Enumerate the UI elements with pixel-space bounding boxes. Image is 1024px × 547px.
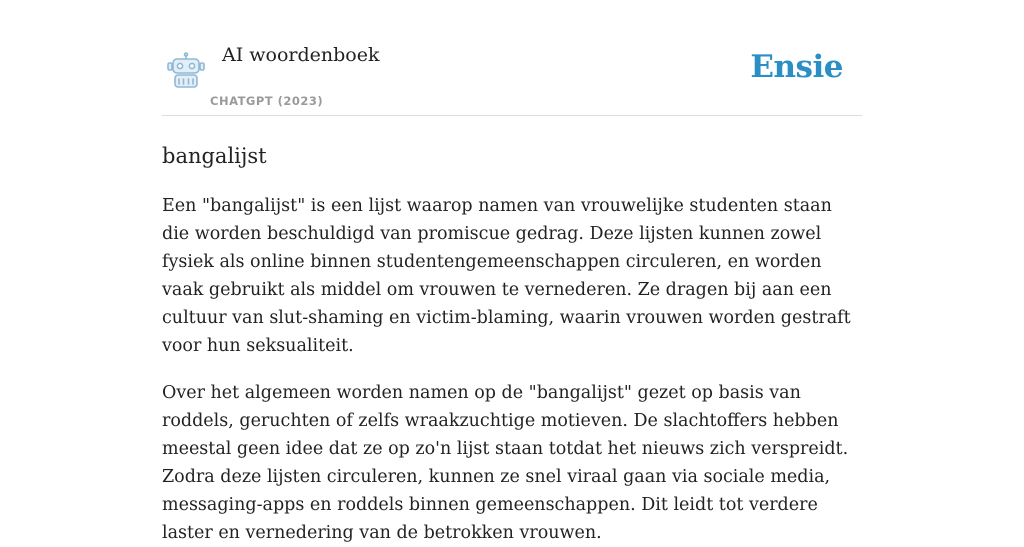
brand-logo-link[interactable]: Ensie xyxy=(750,49,843,85)
entry-term: bangalijst xyxy=(162,144,267,168)
definition-paragraph: Over het algemeen worden namen op de "bangalijst" gezet op basis van roddels, geruchten of zelfs wraakzuchtige motieven. De slachtoffers hebben meestal geen idee dat ze op zo'n lijst staan totdat het nieuws zich verspreidt. Zodra deze lijsten circuleren, kunnen ze snel viraal gaan via sociale media, messaging-apps en roddels binnen gemeenschappen. Dit leidt tot verdere laster en vernedering van de betrokken vrouwen. xyxy=(162,383,849,543)
entry-definition xyxy=(162,192,862,547)
dictionary-title[interactable]: AI woordenboek xyxy=(222,44,380,66)
header xyxy=(162,0,862,116)
robot-icon xyxy=(166,52,206,90)
dictionary-source: CHATGPT (2023) xyxy=(210,94,324,108)
page xyxy=(162,0,862,547)
definition-paragraph: Een "bangalijst" is een lijst waarop namen van vrouwelijke studenten staan die worden beschuldigd van promiscue gedrag. Deze lijsten kunnen zowel fysiek als online binnen studentengemeenschappen circuleren, en worden vaak gebruikt als middel om vrouwen te vernederen. Ze dragen bij aan een cultuur van slut-shaming en victim-blaming, waarin vrouwen worden gestraft voor hun seksualiteit. xyxy=(162,196,851,356)
